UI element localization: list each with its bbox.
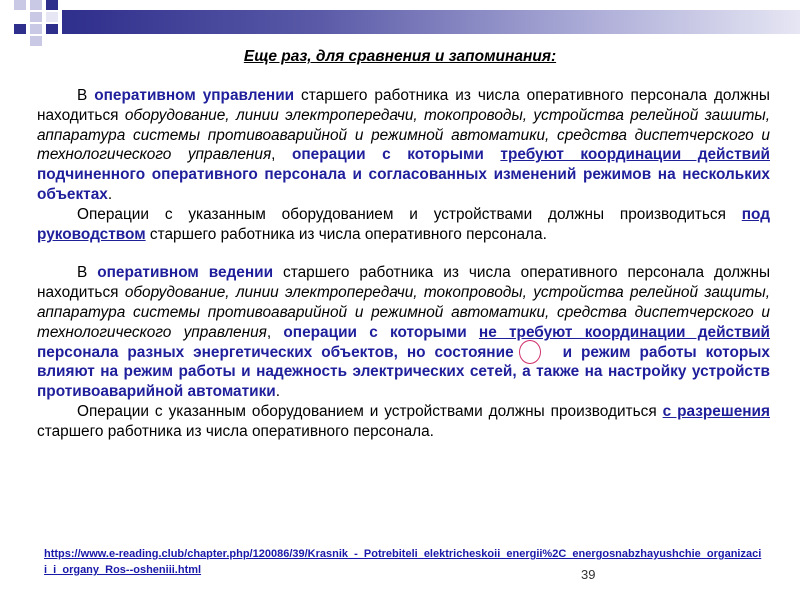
text: старшего работника из числа оперативного персонала.: [145, 225, 547, 243]
highlight-underlined: требуют координации действий: [500, 146, 770, 164]
text: В: [77, 87, 95, 104]
text: .: [275, 383, 281, 401]
source-link[interactable]: https://www.e-reading.club/chapter.php/120086/39/Krasnik_-_Potrebiteli_elektricheskoii_energii%2C_energosnabzhayushchie_organizacii_i_organy_Ros--osheniii.html: [44, 548, 762, 576]
highlight-underlined: под руководством: [37, 205, 770, 243]
highlight-text: режим работы которых влияют на режим работы и надежность электрических сетей, а также на настройку устройств противоаварийной автоматики: [37, 343, 770, 401]
term-operational-control: оперативном ведении: [97, 264, 274, 282]
text: ,: [266, 323, 284, 341]
equipment-list: оборудование, линии электропередачи, токопроводы, устройства релейной зашиты, аппаратура системы противоаварийной и режимной автоматики, средства диспетчерского и технологического управления: [37, 106, 770, 164]
text: старшего работника из числа оперативного персонала должны находиться: [37, 264, 771, 302]
highlight-text: подчиненного оперативного персонала и согласованных изменений режимов на нескольких объектах: [37, 166, 770, 203]
text: старшего работника из числа оперативного персонала должны находиться: [37, 87, 770, 124]
text: Операции с указанным оборудованием и устройствами должны производиться: [77, 205, 742, 223]
header-band: [62, 10, 800, 34]
highlight-underlined: с разрешения: [662, 402, 770, 420]
deco-square: [46, 0, 58, 10]
deco-square: [30, 36, 42, 46]
deco-square: [14, 0, 26, 10]
highlight-text: операции с которыми: [291, 146, 501, 164]
text: ,: [271, 146, 292, 164]
highlight-text: операции с которыми: [283, 323, 479, 341]
page-number: 39: [581, 567, 596, 582]
deco-square: [30, 24, 42, 34]
paragraph-operational-management: [37, 86, 770, 205]
deco-square: [46, 24, 58, 34]
deco-square: [30, 12, 42, 22]
text: В: [77, 264, 98, 282]
text: Операции с указанным оборудованием и устройствами должны производиться: [77, 402, 663, 420]
circled-letter: и: [523, 343, 572, 363]
equipment-list: оборудование, линии электропередачи, токопроводы, устройства релейной защиты, аппаратура системы противоаварийной и режимной автоматики, средства диспетчерского и технологического управления: [37, 284, 770, 341]
text: старшего работника из числа оперативного персонала.: [37, 422, 434, 440]
term-operational-management: оперативном управлении: [94, 87, 295, 104]
paragraph-operational-control: [37, 263, 770, 402]
deco-square: [30, 0, 42, 10]
paragraph-under-guidance: [37, 205, 770, 245]
slide-title: Еще раз, для сравнения и запоминания:: [243, 48, 557, 65]
paragraph-with-permission: [37, 402, 770, 442]
spacer: [37, 244, 770, 263]
slide-body: [37, 86, 770, 442]
highlight-underlined: не требуют координации действий: [478, 323, 771, 341]
text: .: [107, 185, 113, 203]
deco-square: [14, 24, 26, 34]
highlight-text: персонала разных энергетических объектов, но состояние: [37, 343, 523, 361]
deco-square: [46, 12, 58, 22]
